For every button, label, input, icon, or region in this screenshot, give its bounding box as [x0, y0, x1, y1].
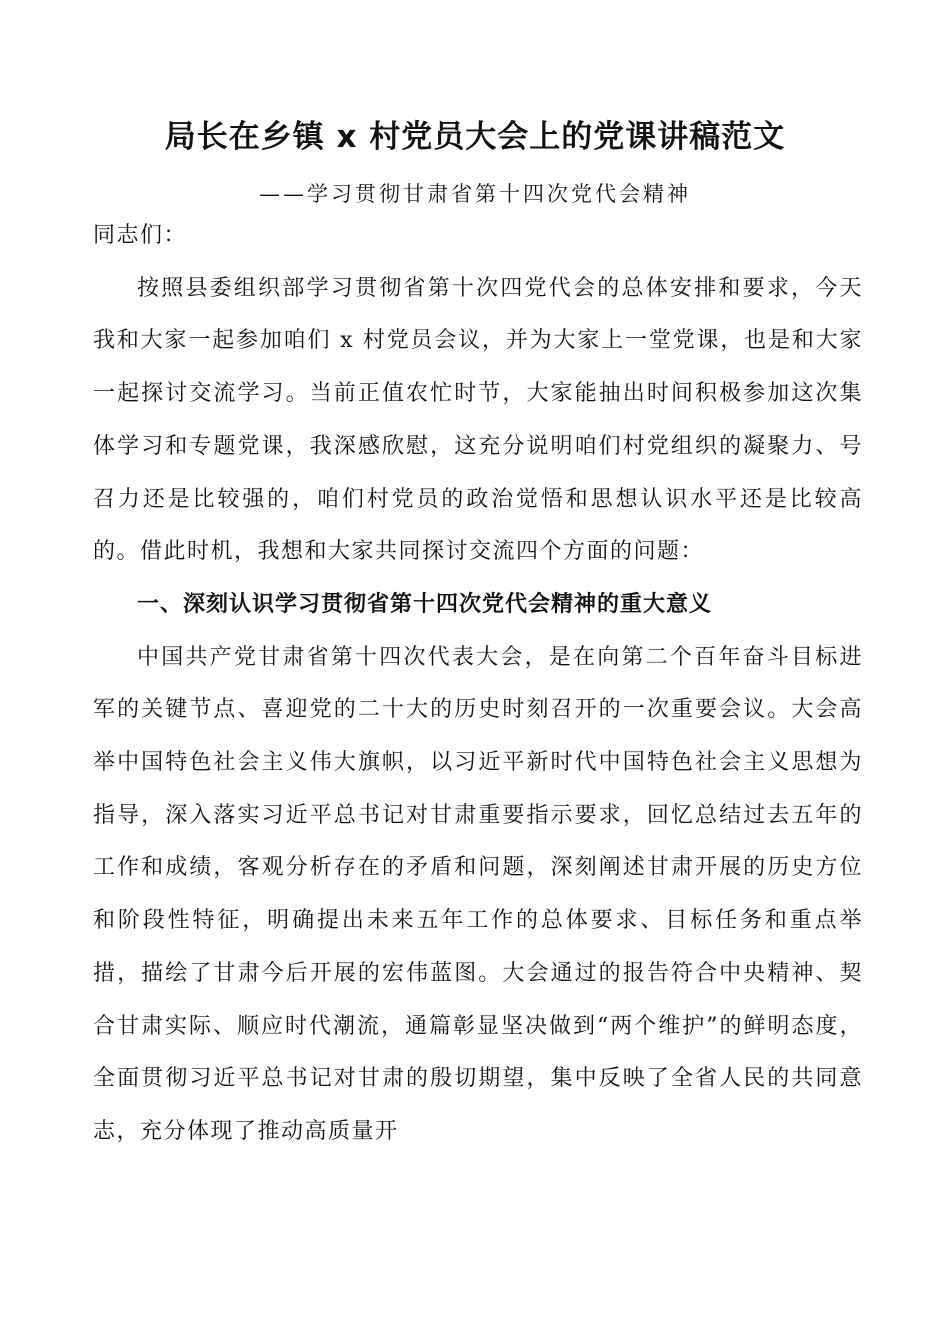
- document-body: [93, 210, 863, 1159]
- document-subtitle: ——学习贯彻甘肃省第十四次党代会精神: [259, 182, 691, 206]
- paragraph-intro: 按照县委组织部学习贯彻省第十次四党代会的总体安排和要求，今天我和大家一起参加咱们 x 村党员会议，并为大家上一堂党课，也是和大家一起探讨交流学习。当前正值农忙时节，大家能抽出时间积极参加这次集体学习和专题党课，我深感欣慰，这充分说明咱们村党组织的凝聚力、号召力还是比较强的，咱们村党员的政治觉悟和思想认识水平还是比较高的。借此时机，我想和大家共同探讨交流四个方面的问题：: [93, 275, 863, 565]
- section-heading-1: 一、深刻认识学习贯彻省第十四次党代会精神的重大意义: [137, 591, 713, 617]
- paragraph-section-1: 中国共产党甘肃省第十四次代表大会，是在向第二个百年奋斗目标进军的关键节点、喜迎党的二十大的历史时刻召开的一次重要会议。大会高举中国特色社会主义伟大旗帜，以习近平新时代中国特色社会主义思想为指导，深入落实习近平总书记对甘肃重要指示要求，回忆总结过去五年的工作和成绩，客观分析存在的矛盾和问题，深刻阐述甘肃开展的历史方位和阶段性特征，明确提出未来五年工作的总体要求、目标任务和重点举措，描绘了甘肃今后开展的宏伟蓝图。大会通过的报告符合中央精神、契合甘肃实际、顺应时代潮流，通篇彰显坚决做到“两个维护”的鲜明态度，全面贯彻习近平总书记对甘肃的殷切期望，集中反映了全省人民的共同意志，充分体现了推动高质量开: [93, 644, 863, 1144]
- salutation: 同志们：: [93, 223, 188, 248]
- document-title: 局长在乡镇 x 村党员大会上的党课讲稿范文: [164, 119, 786, 155]
